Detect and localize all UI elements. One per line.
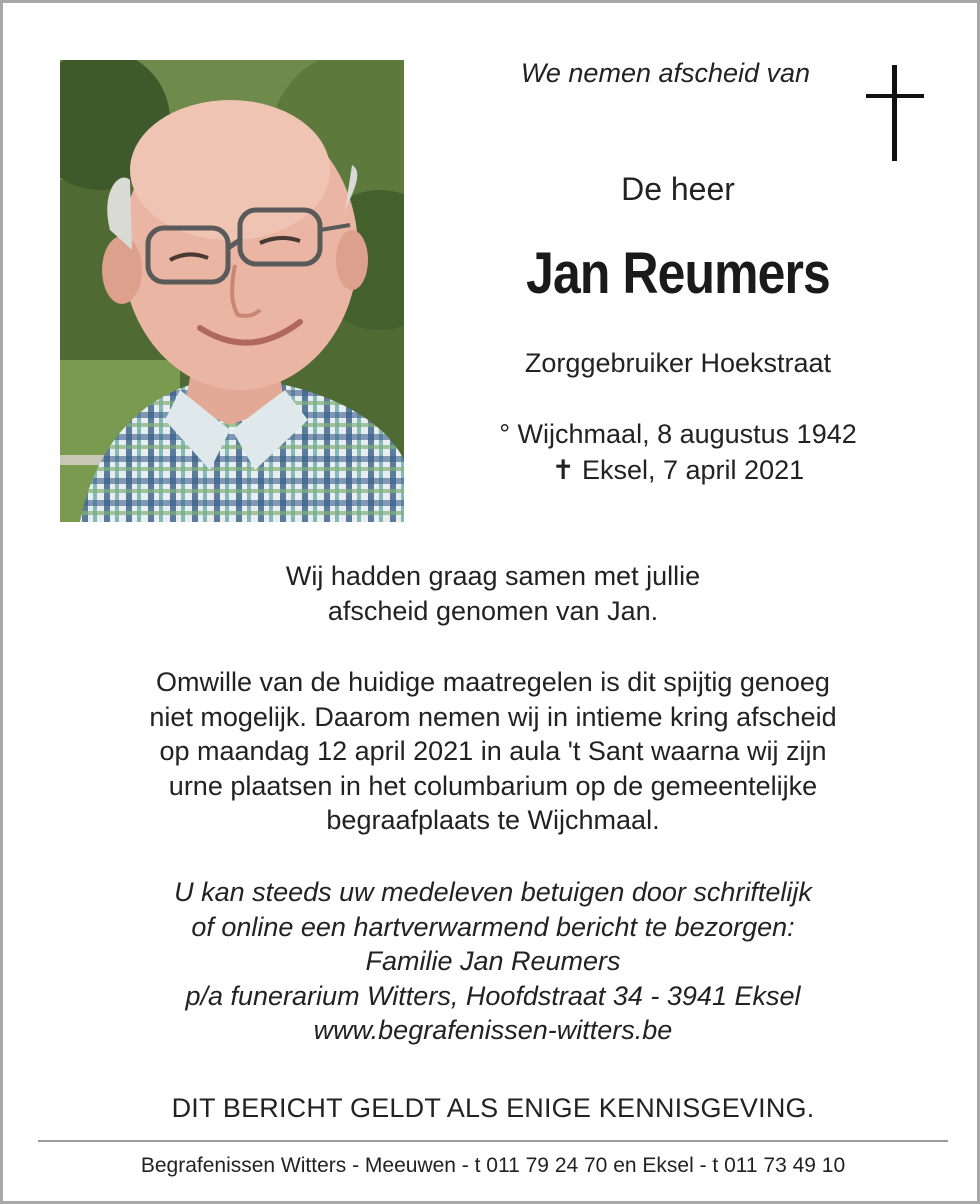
message-line: Wij hadden graag samen met jullie [285, 561, 701, 591]
salutation: De heer [621, 171, 735, 207]
official-notice: DIT BERICHT GELDT ALS ENIGE KENNISGEVING. [171, 1093, 815, 1123]
family-name: Familie Jan Reumers [365, 946, 621, 976]
birth-date: ° Wijchmaal, 8 augustus 1942 [499, 419, 857, 449]
message-paragraph-1 [43, 559, 943, 628]
message-line: op maandag 12 april 2021 in aula 't Sant waarna wij zijn [159, 736, 827, 766]
postal-address: p/a funerarium Witters, Hoofdstraat 34 - 3941 Eksel [185, 980, 801, 1011]
message-line: U kan steeds uw medeleven betuigen door schriftelijk [174, 877, 812, 907]
footer-contact: Begrafenissen Witters - Meeuwen - t 011 79 24 70 en Eksel - t 011 73 49 10 [140, 1154, 846, 1177]
message-line: of online een hartverwarmend bericht te bezorgen: [191, 911, 795, 942]
portrait-photo [60, 60, 404, 522]
death-date: ✝ Eksel, 7 april 2021 [551, 455, 805, 485]
website-link[interactable]: www.begrafenissen-witters.be [313, 1015, 673, 1045]
intro-line: We nemen afscheid van [520, 58, 811, 88]
message-line: Omwille van de huidige maatregelen is dit spijtig genoeg [156, 667, 830, 697]
message-paragraph-2 [43, 665, 943, 838]
message-line: niet mogelijk. Daarom nemen wij in intieme kring afscheid [149, 701, 837, 732]
message-line: afscheid genomen van Jan. [327, 595, 659, 626]
message-line: begraafplaats te Wijchmaal. [326, 805, 660, 835]
message-line: urne plaatsen in het columbarium op de gemeentelijke [168, 770, 818, 801]
life-dates [443, 416, 913, 488]
footer-divider [38, 1140, 948, 1142]
message-paragraph-3 [43, 875, 943, 1048]
deceased-role: Zorggebruiker Hoekstraat [524, 348, 832, 378]
deceased-name: Jan Reumers [526, 241, 830, 306]
